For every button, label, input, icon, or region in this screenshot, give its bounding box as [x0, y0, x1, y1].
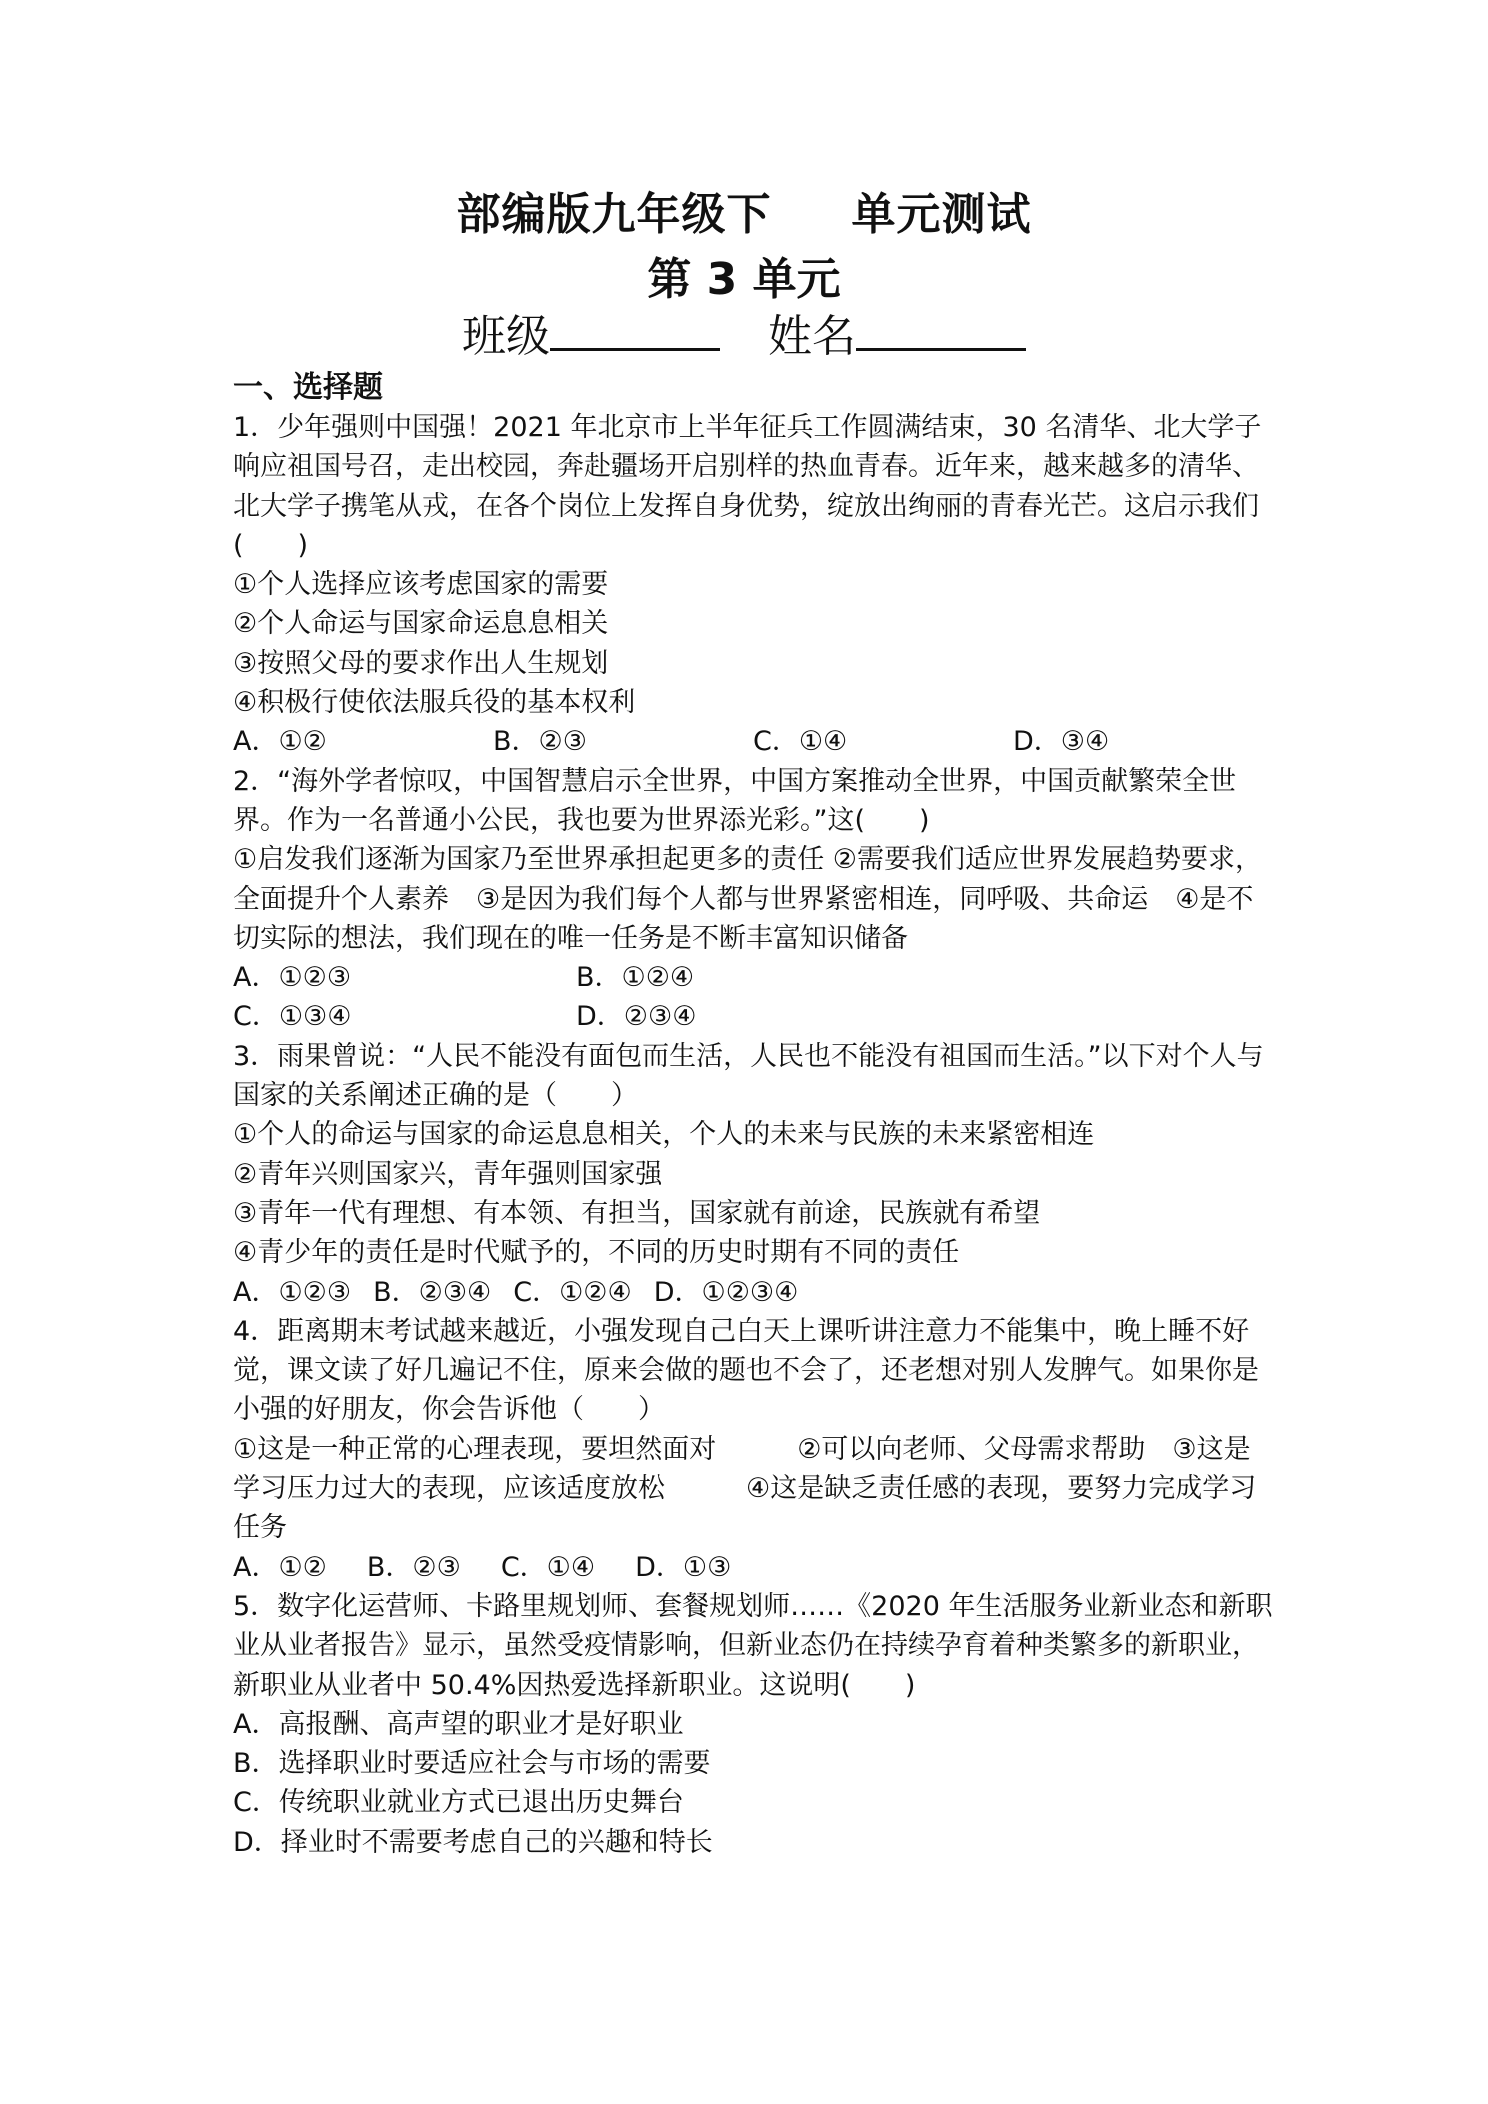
answer-options	[233, 997, 1273, 1036]
statement-items: ①启发我们逐渐为国家乃至世界承担起更多的责任 ②需要我们适应世界发展趋势要求，全面提升个人素养 ③是因为我们每个人都与世界紧密相连，同呼吸、共命运 ④是不切实际的想法，我们现在的唯一任务是不断丰富知识储备	[233, 844, 1262, 954]
question-stem: 3．雨果曾说：“人民不能没有面包而生活，人民也不能没有祖国而生活。”以下对个人与国家的关系阐述正确的是（ ）	[233, 1040, 1264, 1112]
statement-items: ①这是一种正常的心理表现，要坦然面对 ②可以向老师、父母需求帮助 ③这是学习压力过大的表现，应该适度放松 ④这是缺乏责任感的表现，要努力完成学习任务	[233, 1433, 1257, 1544]
answer-options	[233, 722, 1273, 761]
option-c[interactable]: C．①③④	[233, 1001, 352, 1033]
class-blank[interactable]	[550, 308, 720, 351]
option-b[interactable]: B．②③	[366, 1551, 461, 1583]
option-d[interactable]: D．③④	[1013, 726, 1110, 758]
option-d[interactable]: D．①③	[635, 1551, 732, 1583]
question-stem: 2．“海外学者惊叹，中国智慧启示全世界，中国方案推动全世界，中国贡献繁荣全世界。作为一名普通小公民，我也要为世界添光彩。”这( )	[233, 765, 1237, 836]
option-d[interactable]: D．择业时不需要考虑自己的兴趣和特长	[233, 1826, 713, 1858]
unit-title: 第 3 单元	[647, 254, 841, 305]
student-info-line	[0, 300, 1488, 364]
option-a[interactable]: A．高报酬、高声望的职业才是好职业	[233, 1708, 684, 1740]
option-b[interactable]: B．选择职业时要适应社会与市场的需要	[233, 1748, 711, 1780]
answer-options	[233, 958, 1273, 997]
option-a[interactable]: A．①②	[233, 726, 327, 758]
title-part1: 部编版九年级下	[456, 189, 772, 240]
question-3	[233, 1037, 1273, 1312]
question-4	[233, 1312, 1273, 1587]
option-c[interactable]: C．传统职业就业方式已退出历史舞台	[233, 1787, 684, 1819]
statement-item: ③按照父母的要求作出人生规划	[233, 647, 609, 679]
statement-item: ①个人选择应该考虑国家的需要	[233, 569, 609, 601]
option-c[interactable]: C．①④	[500, 1551, 596, 1583]
option-d[interactable]: D．②③④	[576, 1001, 697, 1033]
statement-item: ③青年一代有理想、有本领、有担当，国家就有前途，民族就有希望	[233, 1197, 1041, 1229]
option-a[interactable]: A．①②③	[233, 962, 352, 994]
page-title	[0, 178, 1488, 242]
question-5	[233, 1587, 1273, 1862]
name-blank[interactable]	[856, 308, 1026, 351]
question-stem: 4．距离期末考试越来越近，小强发现自己白天上课听讲注意力不能集中，晚上睡不好觉，课文读了好几遍记不住，原来会做的题也不会了，还老想对别人发脾气。如果你是小强的好朋友，你会告诉他（ ）	[233, 1315, 1259, 1426]
option-d[interactable]: D．①②③④	[653, 1276, 799, 1308]
statement-item: ④青少年的责任是时代赋予的，不同的历史时期有不同的责任	[233, 1237, 960, 1269]
answer-options	[233, 1273, 1273, 1312]
option-b[interactable]: B．①②④	[576, 962, 695, 994]
statement-item: ④积极行使依法服兵役的基本权利	[233, 687, 636, 719]
question-stem: 5．数字化运营师、卡路里规划师、套餐规划师……《2020 年生活服务业新业态和新职业从业者报告》显示，虽然受疫情影响，但新业态仍在持续孕育着种类繁多的新职业，新职业从业者中 50.4%因热爱选择新职业。这说明( )	[233, 1590, 1273, 1701]
question-1	[233, 408, 1273, 762]
option-b[interactable]: B．②③④	[373, 1276, 492, 1308]
statement-item: ②青年兴则国家兴，青年强则国家强	[233, 1158, 663, 1190]
name-label: 姓名	[768, 311, 856, 362]
section-title: 一、选择题	[233, 370, 383, 405]
class-label: 班级	[462, 311, 550, 362]
question-2	[233, 762, 1273, 1037]
option-c[interactable]: C．①②④	[513, 1276, 632, 1308]
answer-options	[233, 1548, 1273, 1587]
option-a[interactable]: A．①②③	[233, 1276, 352, 1308]
question-stem: 1．少年强则中国强！2021 年北京市上半年征兵工作圆满结束，30 名清华、北大学子响应祖国号召，走出校园，奔赴疆场开启别样的热血青春。近年来，越来越多的清华、北大学子携笔从戎，在各个岗位上发挥自身优势，绽放出绚丽的青春光芒。这启示我们( )	[233, 412, 1262, 561]
statement-item: ②个人命运与国家命运息息相关	[233, 608, 609, 640]
option-c[interactable]: C．①④	[753, 726, 848, 758]
option-b[interactable]: B．②③	[493, 726, 587, 758]
title-part2: 单元测试	[851, 189, 1032, 240]
option-a[interactable]: A．①②	[233, 1551, 327, 1583]
statement-item: ①个人的命运与国家的命运息息相关，个人的未来与民族的未来紧密相连	[233, 1119, 1095, 1151]
question-list	[233, 368, 1273, 1862]
